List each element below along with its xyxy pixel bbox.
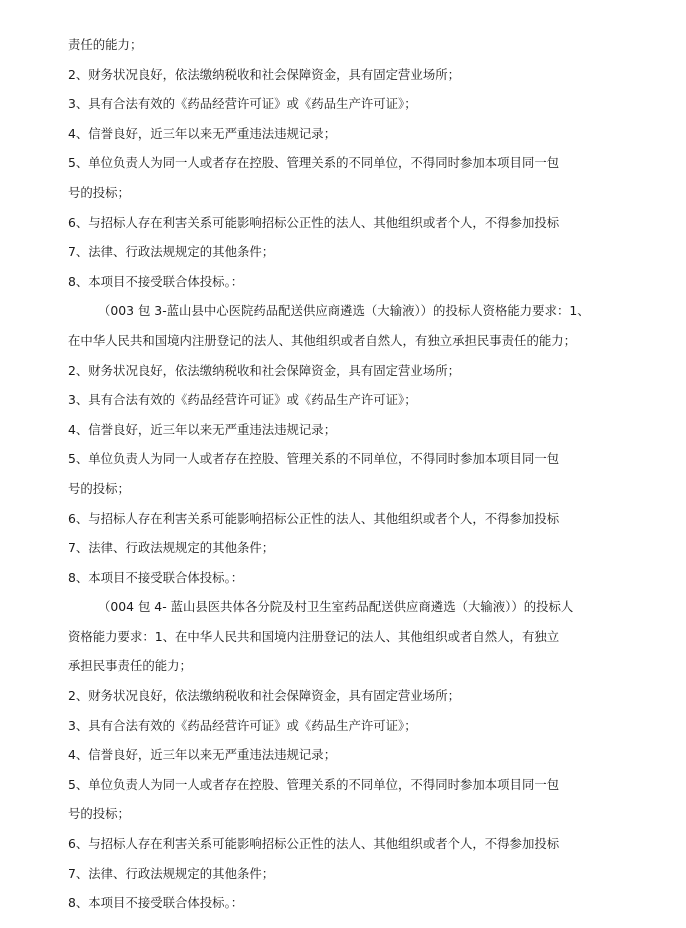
text-line: 号的投标； <box>68 184 130 200</box>
text-line: 5、单位负责人为同一人或者存在控股、管理关系的不同单位，不得同时参加本项目同一包 <box>68 776 560 792</box>
text-line: 责任的能力； <box>68 37 143 52</box>
text-line: 3、具有合法有效的《药品经营许可证》或《药品生产许可证》； <box>68 717 417 733</box>
section-heading-line: （003 包 3-蓝山县中心医院药品配送供应商遴选（大输液））的投标人资格能力要求：1、 <box>98 303 590 319</box>
text-line: 5、单位负责人为同一人或者存在控股、管理关系的不同单位，不得同时参加本项目同一包 <box>68 155 560 171</box>
text-line: 号的投标； <box>68 480 130 496</box>
text-line: 7、法律、行政法规规定的其他条件； <box>68 540 275 556</box>
text-line: 6、与招标人存在利害关系可能影响招标公正性的法人、其他组织或者个人，不得参加投标 <box>68 510 560 526</box>
section-heading-line: （004 包 4- 蓝山县医共体各分院及村卫生室药品配送供应商遴选（大输液））的投标人 <box>98 599 574 615</box>
text-line: 8、本项目不接受联合体投标。： <box>68 895 244 911</box>
text-line: 7、法律、行政法规规定的其他条件； <box>68 865 275 881</box>
text-line: 号的投标； <box>68 806 130 822</box>
text-line: 承担民事责任的能力； <box>68 658 192 674</box>
text-line: 2、财务状况良好，依法缴纳税收和社会保障资金，具有固定营业场所； <box>68 688 460 704</box>
text-line: 3、具有合法有效的《药品经营许可证》或《药品生产许可证》； <box>68 392 417 408</box>
text-line: 在中华人民共和国境内注册登记的法人、其他组织或者自然人，有独立承担民事责任的能力； <box>68 332 577 348</box>
text-line: 4、信誉良好，近三年以来无严重违法违规记录； <box>68 747 337 763</box>
document-body <box>68 30 620 918</box>
text-line: 2、财务状况良好，依法缴纳税收和社会保障资金，具有固定营业场所； <box>68 362 460 378</box>
text-line: 7、法律、行政法规规定的其他条件； <box>68 244 275 260</box>
text-line: 4、信誉良好，近三年以来无严重违法违规记录； <box>68 421 337 437</box>
text-line: 8、本项目不接受联合体投标。： <box>68 569 244 585</box>
text-line: 资格能力要求：1、在中华人民共和国境内注册登记的法人、其他组织或者自然人，有独立 <box>68 628 560 644</box>
text-line: 8、本项目不接受联合体投标。： <box>68 273 244 289</box>
text-line: 4、信誉良好，近三年以来无严重违法违规记录； <box>68 125 337 141</box>
text-line: 6、与招标人存在利害关系可能影响招标公正性的法人、其他组织或者个人，不得参加投标 <box>68 836 560 852</box>
text-line: 3、具有合法有效的《药品经营许可证》或《药品生产许可证》； <box>68 96 417 112</box>
text-line: 2、财务状况良好，依法缴纳税收和社会保障资金，具有固定营业场所； <box>68 66 460 82</box>
text-line: 5、单位负责人为同一人或者存在控股、管理关系的不同单位，不得同时参加本项目同一包 <box>68 451 560 467</box>
text-line: 6、与招标人存在利害关系可能影响招标公正性的法人、其他组织或者个人，不得参加投标 <box>68 214 560 230</box>
